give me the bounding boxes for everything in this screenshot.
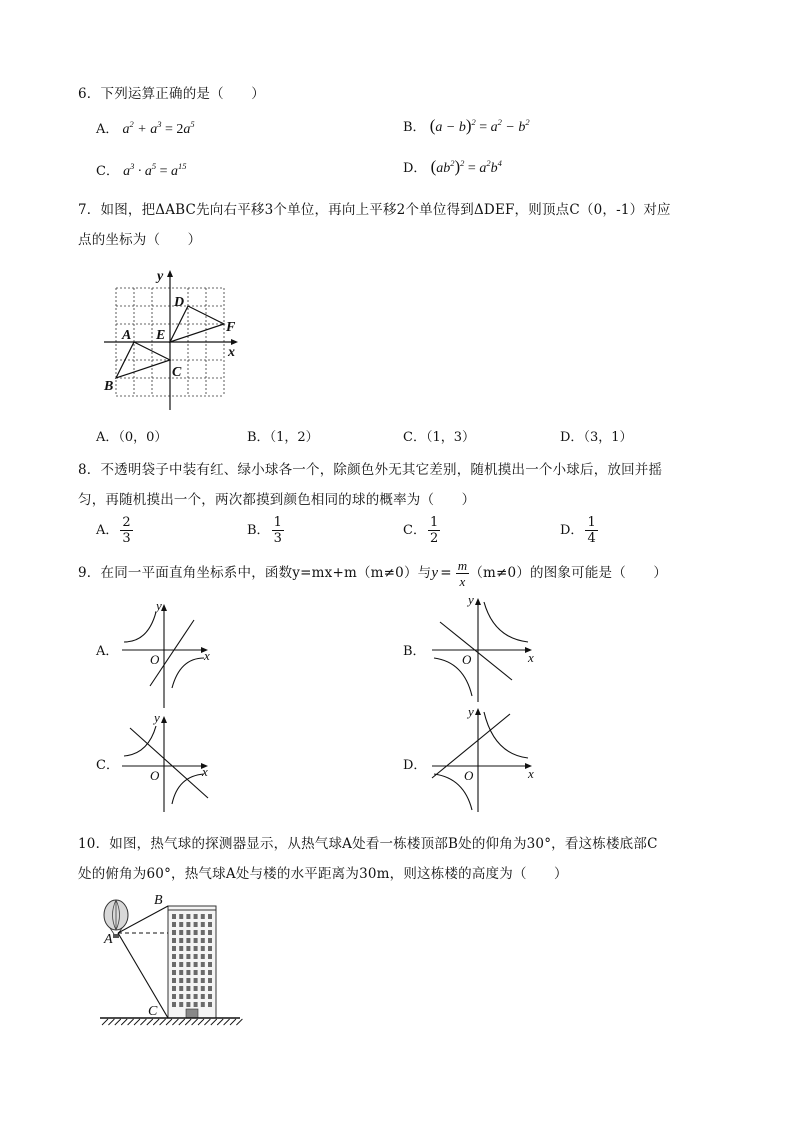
svg-text:x: x xyxy=(204,648,210,663)
window xyxy=(179,962,183,967)
window xyxy=(186,970,190,975)
window xyxy=(186,954,190,959)
q9-option-d-label[interactable]: D． xyxy=(403,758,427,773)
svg-text:x: x xyxy=(528,650,534,665)
hatch-mark xyxy=(211,1019,217,1025)
hatch-mark xyxy=(204,1019,210,1025)
hatch-mark xyxy=(217,1019,223,1025)
window xyxy=(179,994,183,999)
window xyxy=(172,970,176,975)
window xyxy=(208,1002,212,1007)
svg-text:O: O xyxy=(464,768,474,783)
window xyxy=(186,978,190,983)
window xyxy=(201,930,205,935)
window xyxy=(172,978,176,983)
q8-option-d[interactable]: D． $\frac{1}{4}$ xyxy=(560,515,596,546)
window xyxy=(201,970,205,975)
window xyxy=(201,986,205,991)
ground-hatching xyxy=(102,1019,242,1025)
window xyxy=(179,946,183,951)
svg-text:y: y xyxy=(156,598,162,613)
q9-option-a-label[interactable]: A． xyxy=(96,644,119,659)
window xyxy=(194,1002,198,1007)
window xyxy=(172,954,176,959)
label-c: C xyxy=(172,365,182,380)
window xyxy=(201,914,205,919)
fraction-m-over-x: $\frac{m}{x}$ xyxy=(457,558,468,589)
q7-option-a[interactable]: A．（0，0） xyxy=(96,430,168,445)
window xyxy=(208,978,212,983)
q9-graph-b xyxy=(428,592,540,704)
window xyxy=(179,978,183,983)
label-f: F xyxy=(226,320,236,335)
svg-text:y: y xyxy=(154,710,160,725)
window xyxy=(179,922,183,927)
q6-option-d[interactable] xyxy=(403,157,502,177)
window xyxy=(179,930,183,935)
q8-option-c[interactable]: C． $\frac{1}{2}$ xyxy=(403,515,439,546)
window xyxy=(179,970,183,975)
q7-stem-line2: 点的坐标为（ ） xyxy=(78,232,202,248)
building-door xyxy=(186,1009,198,1018)
window xyxy=(186,994,190,999)
window xyxy=(186,930,190,935)
q9-stem: 9．在同一平面直角坐标系中，函数y=mx+m（m≠0）与y = $\frac{m}{x}$ （m≠0）的图象可能是（ ） xyxy=(78,558,668,589)
window xyxy=(208,922,212,927)
svg-text:O: O xyxy=(150,768,160,783)
q7-stem-line1: 7．如图，把ΔABC先向右平移3个单位，再向上平移2个单位得到ΔDEF，则顶点C（0，-1）对应 xyxy=(78,202,671,218)
q7-option-d[interactable]: D．（3，1） xyxy=(560,430,633,445)
label-y: y xyxy=(157,269,164,284)
y-axis-arrow xyxy=(167,270,173,277)
hatch-mark xyxy=(147,1019,153,1025)
svg-text:O: O xyxy=(150,652,160,667)
svg-text:y: y xyxy=(468,592,474,607)
q6-option-b[interactable] xyxy=(403,116,530,136)
hatch-mark xyxy=(172,1019,178,1025)
q6-stem: 6．下列运算正确的是（ ） xyxy=(78,86,265,102)
q10-balloon-figure xyxy=(96,888,246,1028)
window xyxy=(201,962,205,967)
window xyxy=(194,986,198,991)
fraction: $\frac{1}{2}$ xyxy=(429,515,439,546)
label-a: A xyxy=(122,328,132,343)
fraction: $\frac{2}{3}$ xyxy=(122,515,131,546)
q7-option-c[interactable]: C．（1，3） xyxy=(403,430,475,445)
q6-option-a[interactable] xyxy=(96,118,195,138)
window xyxy=(186,962,190,967)
q8-option-a[interactable]: A． $\frac{2}{3}$ xyxy=(96,515,131,546)
window xyxy=(208,930,212,935)
window xyxy=(201,1002,205,1007)
hatch-mark xyxy=(108,1019,114,1025)
window xyxy=(186,986,190,991)
window xyxy=(208,914,212,919)
window xyxy=(194,930,198,935)
window xyxy=(172,922,176,927)
q6-option-b-expr: $(a - b)^2 = a^2 - b^2$ xyxy=(429,116,530,135)
window xyxy=(186,938,190,943)
window xyxy=(179,954,183,959)
window xyxy=(208,970,212,975)
window xyxy=(194,914,198,919)
window xyxy=(172,1002,176,1007)
hatch-mark xyxy=(140,1019,146,1025)
q6-option-c[interactable] xyxy=(96,160,187,180)
window xyxy=(172,962,176,967)
svg-text:x: x xyxy=(202,764,208,779)
q6-option-c-expr: $a^3 \cdot a^5 = a^{15}$ xyxy=(123,161,187,179)
window xyxy=(194,994,198,999)
label-c: C xyxy=(148,1004,158,1019)
window xyxy=(201,978,205,983)
hatch-mark xyxy=(160,1019,166,1025)
window xyxy=(208,962,212,967)
window xyxy=(179,986,183,991)
window xyxy=(194,954,198,959)
q9-option-b-label[interactable]: B． xyxy=(403,644,426,659)
hatch-mark xyxy=(185,1019,191,1025)
hatch-mark xyxy=(236,1019,242,1025)
window xyxy=(186,922,190,927)
hatch-mark xyxy=(115,1019,121,1025)
window xyxy=(172,930,176,935)
window xyxy=(201,994,205,999)
hatch-mark xyxy=(198,1019,204,1025)
q6-option-d-expr: $(ab^2)^2 = a^2b^4$ xyxy=(430,157,502,176)
label-d: D xyxy=(174,295,185,310)
window xyxy=(172,986,176,991)
svg-text:O: O xyxy=(462,652,472,667)
svg-text:y: y xyxy=(468,704,474,719)
window xyxy=(208,954,212,959)
hatch-mark xyxy=(230,1019,236,1025)
q9-option-c-label[interactable]: C． xyxy=(96,758,119,773)
window xyxy=(186,914,190,919)
q6-option-a-expr: $a^2 + a^3 = 2a^5$ xyxy=(122,119,195,137)
fraction: $\frac{1}{3}$ xyxy=(273,515,282,546)
label-x: x xyxy=(228,345,235,360)
option-label: B． xyxy=(403,120,426,135)
hatch-mark xyxy=(134,1019,140,1025)
hatch-mark xyxy=(121,1019,127,1025)
window xyxy=(194,970,198,975)
window xyxy=(179,914,183,919)
q8-option-b[interactable]: B． $\frac{1}{3}$ xyxy=(247,515,282,546)
fraction: $\frac{1}{4}$ xyxy=(587,515,596,546)
label-a: A xyxy=(104,932,113,947)
window xyxy=(179,938,183,943)
hatch-mark xyxy=(166,1019,172,1025)
q7-option-b[interactable]: B．（1，2） xyxy=(247,430,319,445)
window xyxy=(172,914,176,919)
window xyxy=(201,954,205,959)
q10-stem-line1: 10．如图，热气球的探测器显示，从热气球A处看一栋楼顶部B处的仰角为30°，看这栋楼底部C xyxy=(78,836,658,852)
window xyxy=(179,1002,183,1007)
q8-stem-line1: 8．不透明袋子中装有红、绿小球各一个，除颜色外无其它差别，随机摸出一个小球后，放回并摇 xyxy=(78,462,663,478)
window xyxy=(194,962,198,967)
svg-text:x: x xyxy=(528,766,534,781)
hatch-mark xyxy=(192,1019,198,1025)
q9-graph-a xyxy=(118,598,218,710)
window xyxy=(208,986,212,991)
option-label: A． xyxy=(96,122,119,137)
window xyxy=(186,946,190,951)
hatch-mark xyxy=(224,1019,230,1025)
window xyxy=(208,946,212,951)
window xyxy=(186,1002,190,1007)
window xyxy=(172,938,176,943)
window xyxy=(194,946,198,951)
option-label: D． xyxy=(403,161,427,176)
q9-graph-d xyxy=(428,702,540,814)
window xyxy=(208,994,212,999)
window xyxy=(208,938,212,943)
q8-stem-line2: 匀，再随机摸出一个，两次都摸到颜色相同的球的概率为（ ） xyxy=(78,492,476,508)
option-label: C． xyxy=(96,164,119,179)
window xyxy=(194,922,198,927)
q9-graph-c xyxy=(118,710,218,814)
window xyxy=(201,946,205,951)
q10-stem-line2: 处的俯角为60°，热气球A处与楼的水平距离为30m，则这栋楼的高度为（ ） xyxy=(78,866,568,882)
hatch-mark xyxy=(179,1019,185,1025)
hatch-mark xyxy=(102,1019,108,1025)
window xyxy=(194,938,198,943)
hatch-mark xyxy=(153,1019,159,1025)
label-b: B xyxy=(104,379,114,394)
window xyxy=(201,938,205,943)
line-ac xyxy=(118,933,168,1018)
q7-grid-figure xyxy=(98,264,248,414)
window xyxy=(194,978,198,983)
hatch-mark xyxy=(128,1019,134,1025)
window xyxy=(201,922,205,927)
label-e: E xyxy=(156,328,166,343)
window xyxy=(172,994,176,999)
label-b: B xyxy=(154,893,163,908)
window xyxy=(172,946,176,951)
